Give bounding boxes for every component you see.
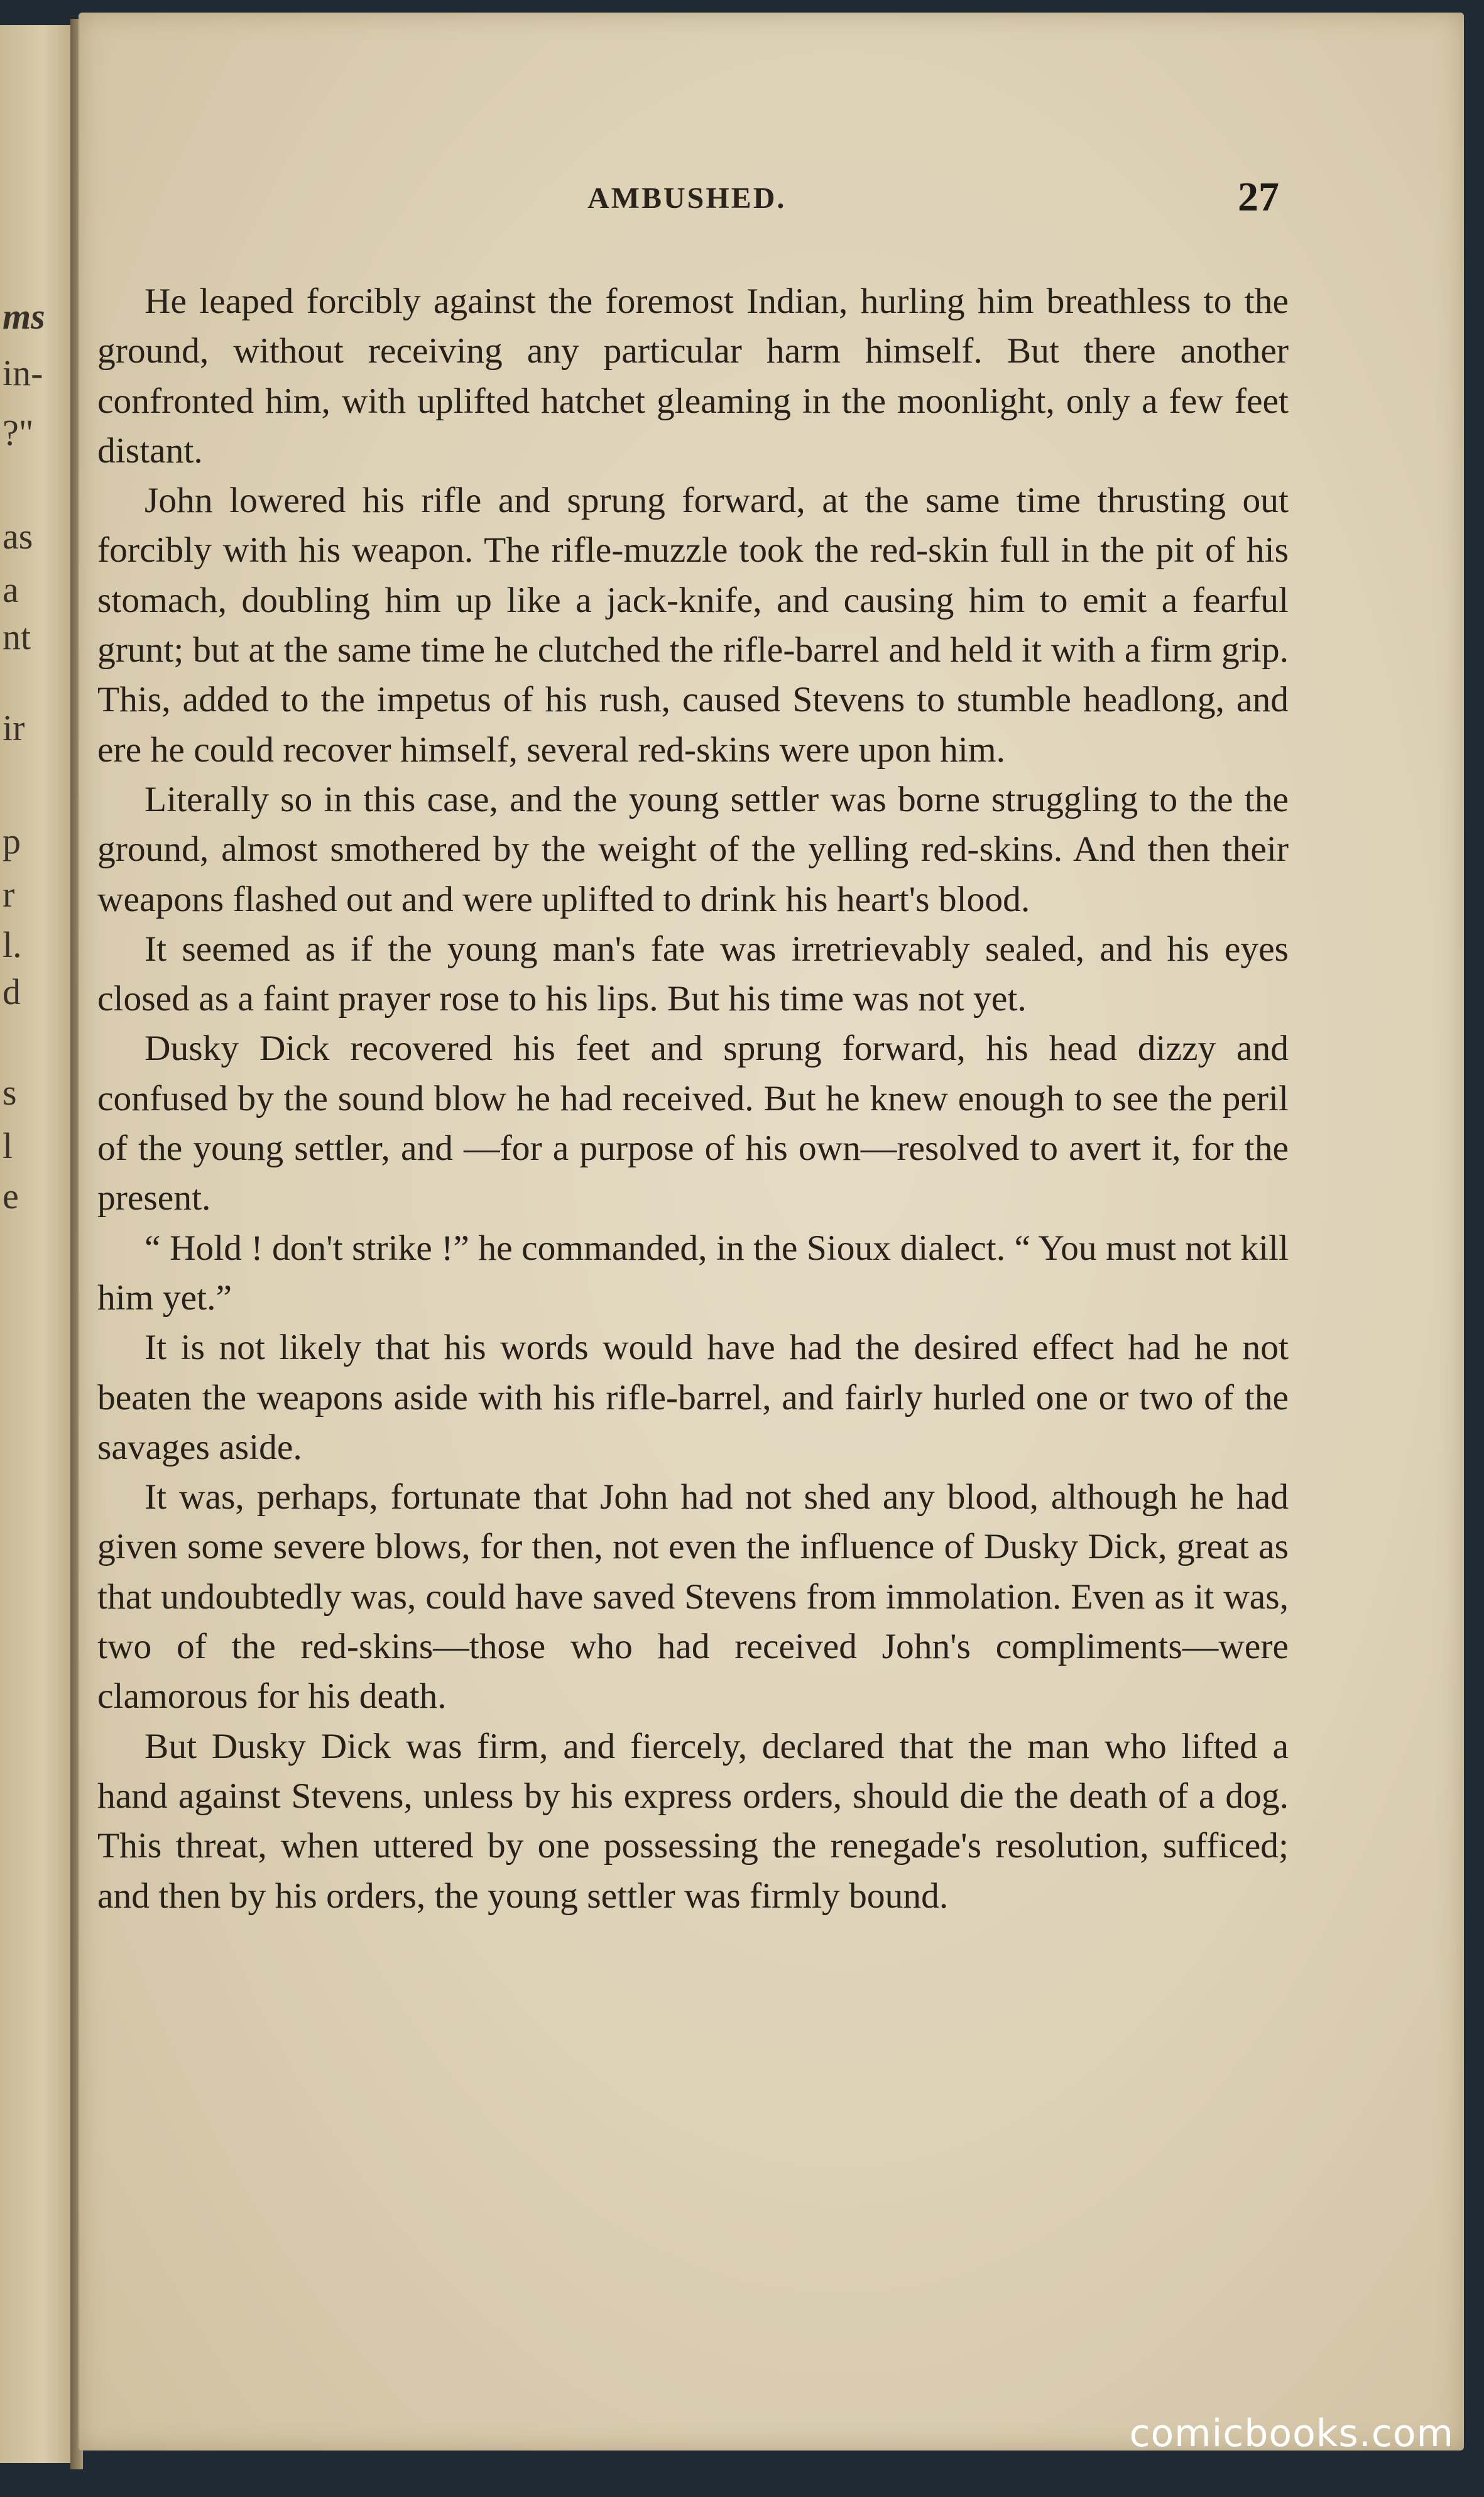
page-fragment-text: nt [3, 616, 31, 657]
page-fragment-text: l [3, 1125, 13, 1166]
running-head [79, 174, 1464, 231]
page-fragment-text: s [3, 1072, 17, 1113]
page-fragment-text: in- [3, 352, 43, 393]
page-fragment-text: e [3, 1176, 19, 1216]
chapter-title: AMBUSHED. [587, 182, 787, 215]
paragraph: Literally so in this case, and the young settler was borne struggling to the the ground, almost smothered by the weight of the yelling red-skins. And then their weapons flashed out and were uplifted to drink his heart's blood. [97, 779, 1289, 919]
page-fragment-text: r [3, 874, 15, 915]
paragraph: It is not likely that his words would have had the desired effect had he not beaten the weapons aside with his rifle-barrel, and fairly hurled one or two of the savages aside. [97, 1328, 1289, 1467]
previous-page-fragment [0, 25, 72, 2463]
paragraph: “ Hold ! don't strike !” he commanded, in the Sioux dialect. “ You must not kill him yet.” [97, 1228, 1289, 1318]
paragraph: Dusky Dick recovered his feet and sprung forward, his head dizzy and confused by the sound blow he had received. But he knew enough to see the peril of the young settler, and —for a purpose of his own—resolved to avert it, for the present. [97, 1029, 1289, 1218]
page-fragment-text: p [3, 821, 21, 861]
paragraph: It seemed as if the young man's fate was irretrievably sealed, and his eyes closed as a faint prayer rose to his lips. But his time was not yet. [97, 929, 1289, 1019]
paragraph: John lowered his rifle and sprung forward, at the same time thrusting out forcibly with his weapon. The rifle-muzzle took the red-skin full in the pit of his stomach, doubling him up like a jack-knife, and causing him to emit a fearful grunt; but at the same time he clutched the rifle-barrel and held it with a firm grip. This, added to the impetus of his rush, caused Stevens to stumble headlong, and ere he could recover himself, several red-skins were upon him. [97, 481, 1289, 770]
page-fragment-text: l. [3, 924, 22, 965]
page-fragment-text: a [3, 569, 19, 610]
page-fragment-text: ?" [3, 412, 34, 453]
page-fragment-text: ms [3, 296, 45, 337]
page-fragment-text: ir [3, 708, 25, 748]
paragraph: He leaped forcibly against the foremost Indian, hurling him breathless to the ground, without receiving any particular harm himself. But there another confronted him, with uplifted hatchet gleaming in the moonlight, only a few feet distant. [97, 281, 1289, 471]
paragraph: But Dusky Dick was firm, and fiercely, declared that the man who lifted a hand against Stevens, unless by his express orders, should die the death of a dog. This threat, when uttered by one possessing the renegade's resolution, sufficed; and then by his orders, the young settler was firmly bound. [97, 1726, 1289, 1916]
page-number: 27 [1238, 174, 1279, 220]
paragraph: It was, perhaps, fortunate that John had not shed any blood, although he had given some severe blows, for then, not even the influence of Dusky Dick, great as that undoubtedly was, could have saved Stevens from immolation. Even as it was, two of the red-skins—those who had received John's compliments—were clamorous for his death. [97, 1477, 1289, 1717]
book-page [79, 13, 1464, 2451]
watermark: comicbooks.com [1129, 2412, 1454, 2456]
page-fragment-text: d [3, 971, 21, 1012]
page-fragment-text: as [3, 516, 33, 557]
body-text [97, 276, 1289, 1921]
